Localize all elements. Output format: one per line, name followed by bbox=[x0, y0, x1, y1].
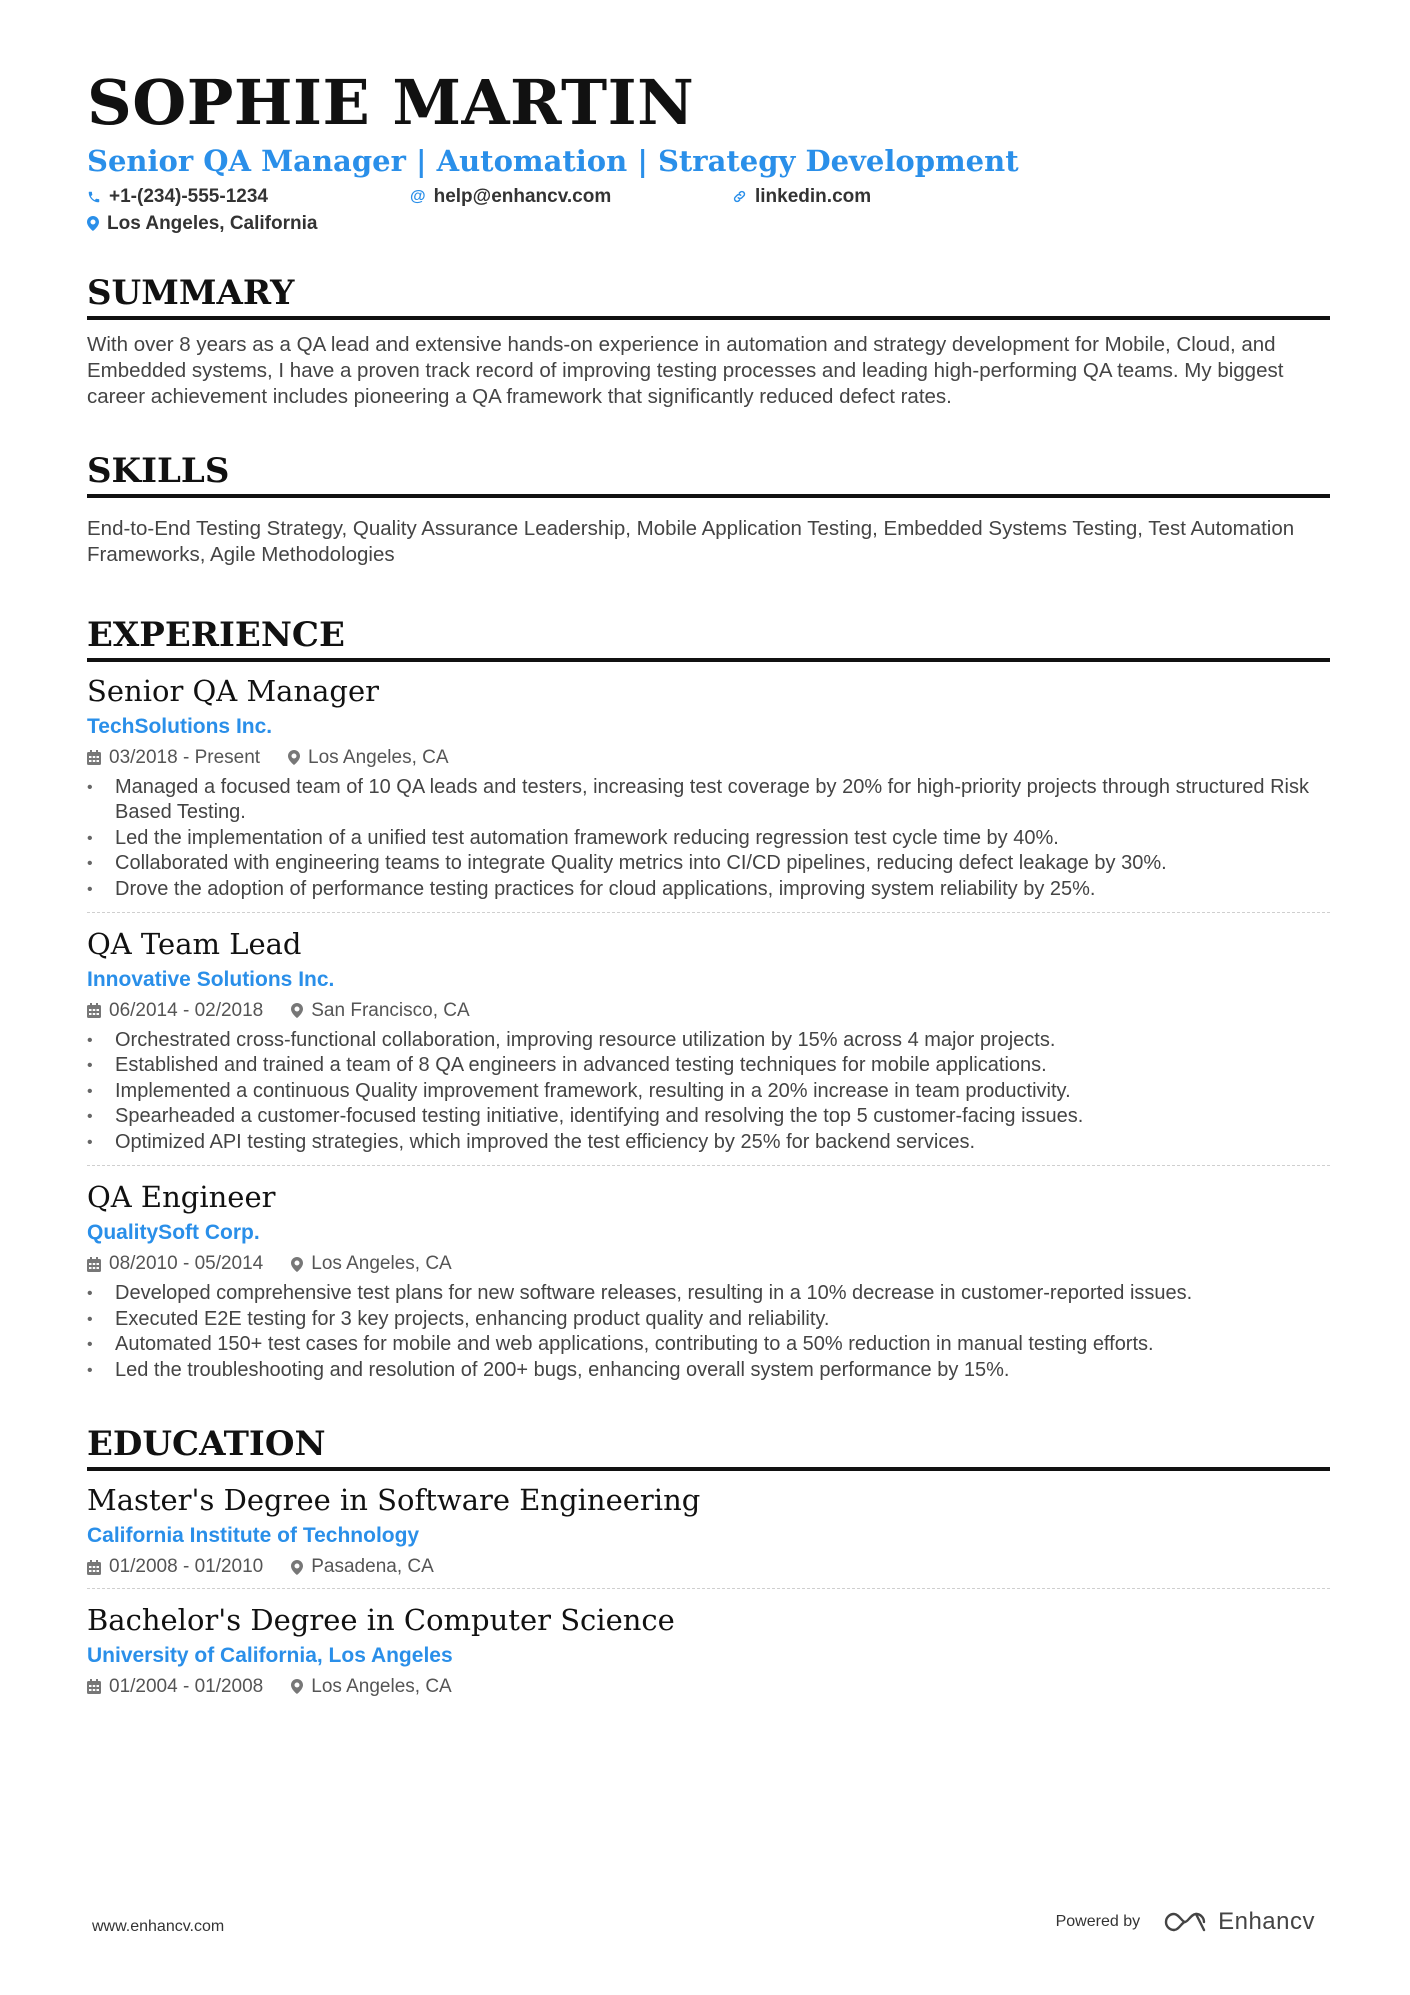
map-pin-icon bbox=[291, 1003, 303, 1018]
school-name: California Institute of Technology bbox=[87, 1524, 420, 1548]
resume-page bbox=[87, 66, 1330, 1708]
education-dates-text: 01/2008 - 01/2010 bbox=[109, 1556, 264, 1578]
job-dates-text: 03/2018 - Present bbox=[109, 746, 261, 768]
list-item: • Optimized API testing strategies, which improved the test efficiency by 25% for backend services. bbox=[87, 1130, 1330, 1156]
job-bullets bbox=[87, 1281, 1330, 1383]
job-location-text: Los Angeles, CA bbox=[311, 1253, 452, 1275]
footer-website[interactable]: www.enhancv.com bbox=[92, 1918, 225, 1935]
enhancv-logo-icon bbox=[1162, 1910, 1208, 1934]
skills-text: End-to-End Testing Strategy, Quality Assurance Leadership, Mobile Application Testing, Embedded Systems Testing, Test Automation Frameworks, Agile Methodologies bbox=[87, 516, 1295, 566]
link-icon bbox=[732, 189, 747, 204]
list-item: • Collaborated with engineering teams to integrate Quality metrics into CI/CD pipelines, reducing defect leakage by 30%. bbox=[87, 851, 1330, 877]
map-pin-icon bbox=[288, 750, 300, 765]
company-name: Innovative Solutions Inc. bbox=[87, 967, 335, 991]
job-title: QA Team Lead bbox=[87, 927, 302, 962]
job-dates-text: 08/2010 - 05/2014 bbox=[109, 1253, 264, 1275]
job-location bbox=[291, 1000, 469, 1022]
candidate-headline: Senior QA Manager | Automation | Strategy Development bbox=[87, 144, 1019, 178]
company-name: TechSolutions Inc. bbox=[87, 714, 273, 738]
experience-entry bbox=[87, 927, 1330, 1165]
education-location-text: Pasadena, CA bbox=[311, 1556, 434, 1578]
candidate-name: SOPHIE MARTIN bbox=[87, 66, 695, 139]
linkedin-link[interactable]: linkedin.com bbox=[755, 185, 872, 207]
school-name: University of California, Los Angeles bbox=[87, 1643, 453, 1667]
job-location-text: Los Angeles, CA bbox=[308, 746, 449, 768]
job-location-text: San Francisco, CA bbox=[311, 999, 470, 1021]
company-name: QualitySoft Corp. bbox=[87, 1221, 260, 1245]
calendar-icon bbox=[87, 1560, 101, 1575]
education-entry bbox=[87, 1603, 1330, 1708]
map-pin-icon bbox=[291, 1560, 303, 1575]
list-item: • Automated 150+ test cases for mobile and web applications, contributing to a 50% reduction in manual testing efforts. bbox=[87, 1332, 1330, 1358]
list-item: • Led the troubleshooting and resolution of 200+ bugs, enhancing overall system performance by 15%. bbox=[87, 1358, 1330, 1384]
list-item: • Led the implementation of a unified test automation framework reducing regression test cycle time by 40%. bbox=[87, 826, 1330, 852]
section-title-experience: EXPERIENCE bbox=[87, 618, 1330, 662]
brand-logo[interactable] bbox=[1162, 1908, 1315, 1936]
section-title-skills: SKILLS bbox=[87, 454, 1330, 498]
job-dates bbox=[87, 747, 260, 769]
at-sign-icon: @ bbox=[410, 187, 426, 205]
email-address[interactable]: help@enhancv.com bbox=[433, 185, 612, 207]
entry-divider bbox=[87, 1588, 1330, 1589]
experience-section bbox=[87, 614, 1330, 1393]
education-location-text: Los Angeles, CA bbox=[311, 1675, 452, 1697]
education-entry bbox=[87, 1483, 1330, 1588]
contact-info bbox=[87, 186, 1330, 242]
list-item: • Managed a focused team of 10 QA leads and testers, increasing test coverage by 20% for high-priority projects through structured Risk Based Testing. bbox=[87, 775, 1330, 826]
education-dates-text: 01/2004 - 01/2008 bbox=[109, 1675, 264, 1697]
list-item: • Developed comprehensive test plans for new software releases, resulting in a 10% decrease in customer-reported issues. bbox=[87, 1281, 1330, 1307]
list-item: • Drove the adoption of performance testing practices for cloud applications, improving system reliability by 25%. bbox=[87, 877, 1330, 903]
phone-number: +1-(234)-555-1234 bbox=[109, 185, 268, 207]
summary-text: With over 8 years as a QA lead and extensive hands-on experience in automation and strategy development for Mobile, Cloud, and Embedded systems, I have a proven track record of improving testing processes and leading high-performing QA teams. My biggest career achievement includes pioneering a QA framework that significantly reduced defect rates. bbox=[87, 332, 1284, 408]
job-meta bbox=[87, 747, 1330, 769]
degree-title: Bachelor's Degree in Computer Science bbox=[87, 1603, 675, 1638]
map-pin-icon bbox=[291, 1257, 303, 1272]
map-pin-icon bbox=[291, 1679, 303, 1694]
education-dates bbox=[87, 1676, 263, 1698]
skills-section bbox=[87, 450, 1330, 568]
resume-header bbox=[87, 66, 1330, 242]
summary-section bbox=[87, 272, 1330, 410]
list-item: • Spearheaded a customer-focused testing initiative, identifying and resolving the top 5 customer-facing issues. bbox=[87, 1104, 1330, 1130]
job-title: Senior QA Manager bbox=[87, 673, 379, 708]
job-dates-text: 06/2014 - 02/2018 bbox=[109, 999, 264, 1021]
location-contact bbox=[87, 213, 317, 235]
location-text: Los Angeles, California bbox=[107, 212, 318, 234]
education-location bbox=[291, 1676, 451, 1698]
calendar-icon bbox=[87, 750, 101, 765]
education-location bbox=[291, 1556, 434, 1578]
job-meta bbox=[87, 1000, 1330, 1022]
job-bullets bbox=[87, 775, 1330, 903]
job-location bbox=[291, 1253, 451, 1275]
job-meta bbox=[87, 1253, 1330, 1275]
entry-divider bbox=[87, 912, 1330, 913]
linkedin-contact[interactable] bbox=[732, 186, 871, 208]
footer-branding bbox=[1056, 1908, 1315, 1936]
degree-title: Master's Degree in Software Engineering bbox=[87, 1483, 701, 1518]
job-dates bbox=[87, 1000, 263, 1022]
calendar-icon bbox=[87, 1679, 101, 1694]
experience-entry bbox=[87, 1180, 1330, 1393]
list-item: • Implemented a continuous Quality improvement framework, resulting in a 20% increase in team productivity. bbox=[87, 1079, 1330, 1105]
phone-contact bbox=[87, 186, 268, 208]
calendar-icon bbox=[87, 1257, 101, 1272]
section-title-summary: SUMMARY bbox=[87, 276, 1330, 320]
email-contact[interactable] bbox=[410, 186, 611, 208]
job-dates bbox=[87, 1253, 263, 1275]
job-location bbox=[288, 747, 448, 769]
education-meta bbox=[87, 1556, 1330, 1578]
powered-by-label: Powered by bbox=[1055, 1913, 1141, 1930]
list-item: • Executed E2E testing for 3 key projects, enhancing product quality and reliability. bbox=[87, 1307, 1330, 1333]
list-item: • Orchestrated cross-functional collaboration, improving resource utilization by 15% across 4 major projects. bbox=[87, 1028, 1330, 1054]
map-pin-icon bbox=[87, 216, 99, 231]
education-section bbox=[87, 1424, 1330, 1708]
brand-name: Enhancv bbox=[1218, 1908, 1315, 1935]
section-title-education: EDUCATION bbox=[87, 1427, 1330, 1471]
phone-icon bbox=[87, 190, 101, 204]
job-title: QA Engineer bbox=[87, 1180, 276, 1215]
job-bullets bbox=[87, 1028, 1330, 1156]
experience-entry bbox=[87, 674, 1330, 912]
entry-divider bbox=[87, 1165, 1330, 1166]
calendar-icon bbox=[87, 1003, 101, 1018]
list-item: • Established and trained a team of 8 QA engineers in advanced testing techniques for mobile applications. bbox=[87, 1053, 1330, 1079]
education-dates bbox=[87, 1556, 263, 1578]
education-meta bbox=[87, 1676, 1330, 1698]
